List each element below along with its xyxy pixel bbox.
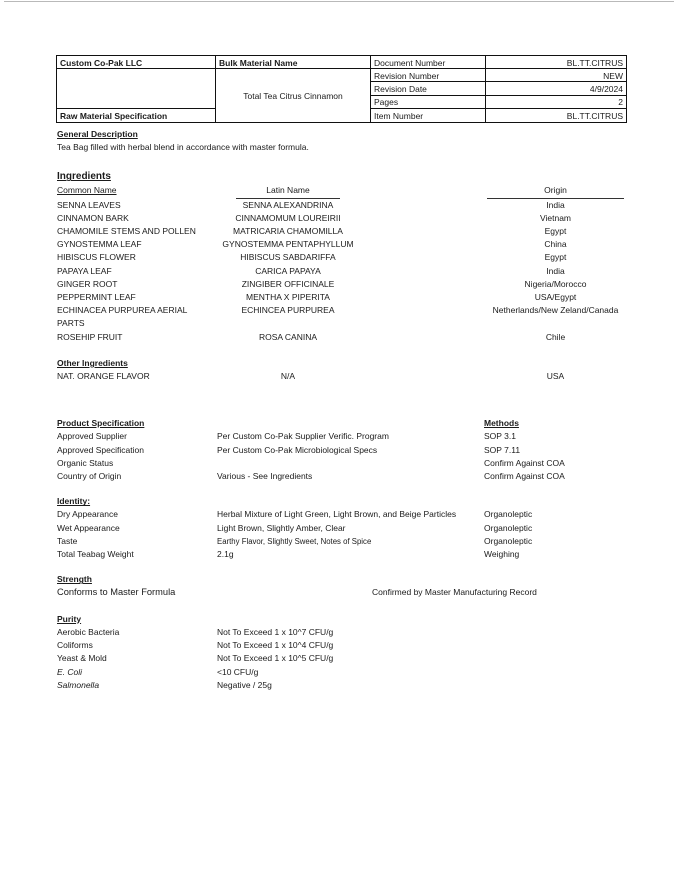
ingredients-header-row — [57, 184, 628, 198]
strength-statement: Conforms to Master Formula — [57, 587, 176, 598]
spec-row: Organic Status Confirm Against COA — [57, 457, 565, 468]
revision-date-value: 4/9/2024 — [486, 82, 626, 95]
document-number-value: BL.TT.CITRUS — [486, 56, 626, 69]
spec-row: Approved Supplier Per Custom Co-Pak Supplier Verific. Program SOP 3.1 — [57, 431, 516, 442]
ingredient-row: CHAMOMILE STEMS AND POLLEN MATRICARIA CHAMOMILLA Egypt — [57, 226, 567, 237]
purity-row: Yeast & Mold Not To Exceed 1 x 10^5 CFU/g — [57, 653, 334, 664]
other-ingredient-row: NAT. ORANGE FLAVOR N/A USA — [57, 371, 565, 382]
purity-row: Salmonella Negative / 25g — [57, 679, 272, 690]
purity-heading: Purity — [57, 613, 82, 624]
ingredient-row: CINNAMON BARK CINNAMOMUM LOUREIRII Vietnam — [57, 212, 572, 223]
identity-row: Wet Appearance Light Brown, Slightly Amber, Clear Organoleptic — [57, 522, 533, 533]
purity-row: Aerobic Bacteria Not To Exceed 1 x 10^7 CFU/g — [57, 626, 334, 637]
ingredient-row: ECHINACEA PURPUREA AERIAL PARTS ECHINCEA PURPUREA Netherlands/New Zeland/Canada — [57, 305, 619, 329]
ingredient-row: SENNA LEAVES SENNA ALEXANDRINA India — [57, 199, 565, 210]
purity-row: Coliforms Not To Exceed 1 x 10^4 CFU/g — [57, 640, 334, 651]
purity-row: E. Coli <10 CFU/g — [57, 666, 259, 677]
general-description-body: Tea Bag filled with herbal blend in accordance with master formula. — [57, 142, 309, 153]
ingredient-row: PAPAYA LEAF CARICA PAPAYA India — [57, 265, 565, 276]
product-specification-header-row — [57, 417, 628, 430]
methods-heading: Methods — [484, 418, 519, 429]
other-ingredients-heading: Other Ingredients — [57, 357, 128, 368]
item-number-value: BL.TT.CITRUS — [566, 110, 623, 121]
document-type-label: Raw Material Specification — [57, 109, 216, 122]
header-table — [56, 55, 627, 123]
strength-row — [57, 586, 628, 599]
document-number-label: Document Number — [371, 56, 486, 69]
ingredient-row: PEPPERMINT LEAF MENTHA X PIPERITA USA/Egypt — [57, 292, 577, 303]
general-description-heading: General Description — [57, 129, 138, 139]
ingredient-row: GINGER ROOT ZINGIBER OFFICINALE Nigeria/Morocco — [57, 278, 587, 289]
ingredients-heading: Ingredients — [57, 171, 111, 183]
document-body — [57, 122, 628, 692]
origin-column-header: Origin — [483, 184, 628, 198]
bulk-material-name-label: Bulk Material Name — [216, 56, 371, 69]
spec-row: Approved Specification Per Custom Co-Pak Microbiological Specs SOP 7.11 — [57, 444, 521, 455]
ingredient-row: GYNOSTEMMA LEAF GYNOSTEMMA PENTAPHYLLUM China — [57, 239, 567, 250]
strength-heading: Strength — [57, 574, 92, 585]
header-empty-cell — [57, 69, 216, 109]
identity-heading: Identity: — [57, 496, 91, 507]
identity-row: Dry Appearance Herbal Mixture of Light Green, Light Brown, and Beige Particles Organoleptic — [57, 509, 533, 520]
common-name-column-header: Common Name — [57, 185, 117, 196]
identity-row: Total Teabag Weight 2.1g Weighing — [57, 549, 520, 560]
ingredient-row: HIBISCUS FLOWER HIBISCUS SABDARIFFA Egypt — [57, 252, 567, 263]
ingredient-row: ROSEHIP FRUIT ROSA CANINA Chile — [57, 331, 566, 342]
latin-name-column-header: Latin Name — [200, 184, 376, 198]
pages-value: 2 — [486, 96, 626, 109]
revision-date-label: Revision Date — [371, 82, 486, 95]
strength-confirmation: Confirmed by Master Manufacturing Record — [372, 587, 537, 598]
revision-number-label: Revision Number — [371, 69, 486, 82]
identity-row: Taste Earthy Flavor, Slightly Sweet, Notes of Spice Organoleptic — [57, 535, 533, 546]
product-specification-heading: Product Specification — [57, 418, 145, 429]
pages-label: Pages — [371, 96, 486, 109]
revision-number-value: NEW — [486, 69, 626, 82]
scan-artifact-line — [4, 1, 674, 2]
bulk-material-name-value: Total Tea Citrus Cinnamon — [216, 69, 371, 122]
item-number-label: Item Number — [371, 109, 486, 122]
company-name: Custom Co-Pak LLC — [57, 56, 216, 69]
spec-row: Country of Origin Various - See Ingredients Confirm Against COA — [57, 471, 565, 482]
